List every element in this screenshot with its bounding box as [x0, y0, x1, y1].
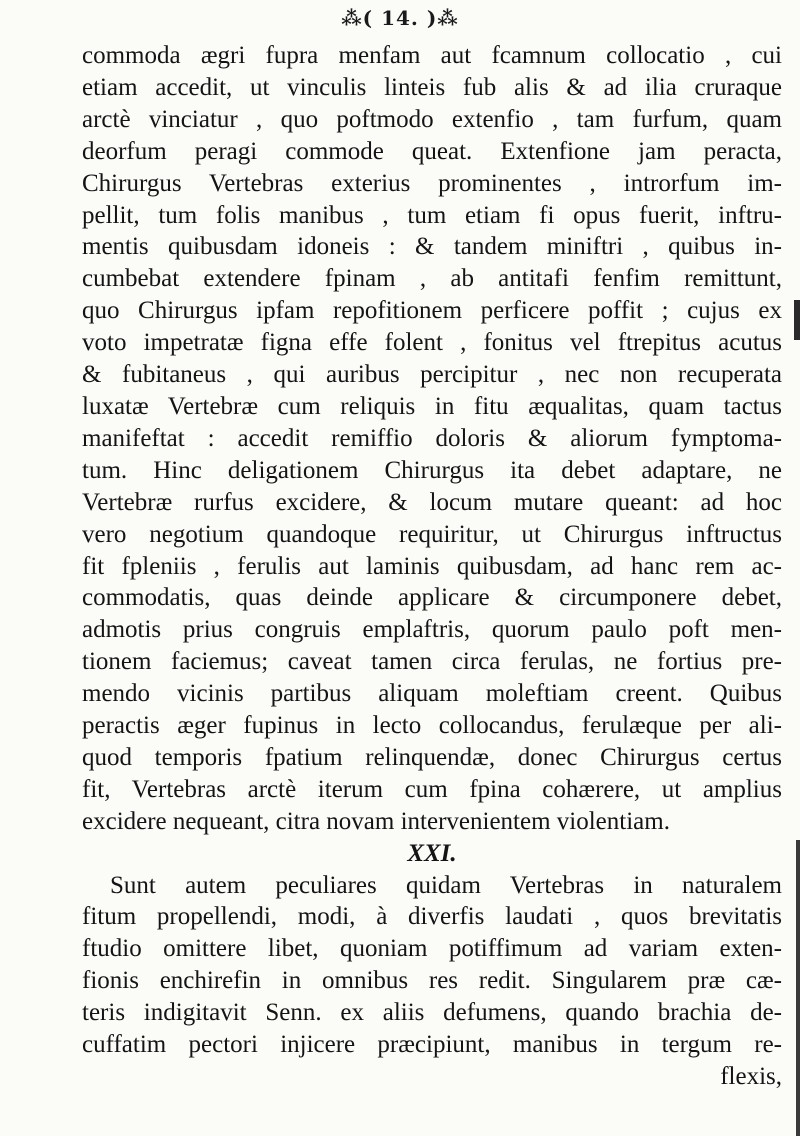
text-line: etiam accedit, ut vinculis linteis fub alis & ad ilia cruraque: [82, 73, 782, 101]
text-line: quo Chirurgus ipfam repofitionem perficere poffit ; cujus ex: [82, 297, 782, 325]
text-line: mentis quibusdam idoneis : & tandem miniftri , quibus in-: [82, 233, 782, 261]
text-line: tionem faciemus; caveat tamen circa ferulas, ne fortius pre-: [82, 648, 782, 676]
text-line: excidere nequeant, citra novam intervenientem violentiam.: [82, 807, 670, 835]
body-text: [82, 40, 782, 1093]
text-line: pellit, tum folis manibus , tum etiam fi opus fuerit, inftru-: [82, 201, 782, 229]
text-line: teris indigitavit Senn. ex aliis defumens, quando brachia de-: [82, 999, 782, 1027]
text-line: tum. Hinc deligationem Chirurgus ita debet adaptare, ne: [82, 456, 782, 484]
text-line: commoda ægri fupra menfam aut fcamnum collocatio , cui: [82, 42, 782, 69]
text-line: peractis æger fupinus in lecto collocandus, ferulæque per ali-: [82, 712, 782, 740]
text-line: fit fpleniis , ferulis aut laminis quibusdam, ad hanc rem ac-: [82, 552, 782, 580]
section-number: XXI.: [407, 839, 457, 867]
text-line: Vertebræ rurfus excidere, & locum mutare queant: ad hoc: [82, 488, 782, 516]
text-line: arctè vinciatur , quo poftmodo extenfio , tam furfum, quam: [82, 105, 782, 133]
text-line: luxatæ Vertebræ cum reliquis in fitu æqualitas, quam tactus: [82, 392, 782, 420]
text-line: Sunt autem peculiares quidam Vertebras in naturalem: [110, 871, 782, 899]
text-line: deorfum peragi commode queat. Extenfione jam peracta,: [82, 137, 782, 165]
text-line: & fubitaneus , qui auribus percipitur , nec non recuperata: [82, 361, 782, 389]
text-line: fitum propellendi, modi, à diverfis laudati , quos brevitatis: [82, 903, 782, 931]
text-line: Chirurgus Vertebras exterius prominentes , introrfum im-: [82, 169, 782, 197]
text-line: fionis enchirefin in omnibus res redit. Singularem præ cæ-: [82, 967, 782, 995]
text-line: commodatis, quas deinde applicare & circumponere debet,: [82, 584, 782, 612]
text-line: quod temporis fpatium relinquendæ, donec Chirurgus certus: [82, 743, 782, 771]
catchword: flexis,: [720, 1063, 782, 1090]
text-line: vero negotium quandoque requiritur, ut Chirurgus inftructus: [82, 520, 782, 548]
page-edge-shadow: [796, 840, 800, 1136]
text-line: admotis prius congruis emplaftris, quorum paulo poft men-: [82, 616, 782, 644]
page-edge-shadow: [794, 300, 800, 340]
text-line: fit, Vertebras arctè iterum cum fpina cohærere, ut amplius: [82, 775, 782, 803]
text-line: mendo vicinis partibus aliquam moleftiam creent. Quibus: [82, 680, 782, 708]
text-line: cumbebat extendere fpinam , ab antitafi fenfim remittunt,: [82, 265, 782, 293]
text-line: cuffatim pectori injicere præcipiunt, manibus in tergum re-: [82, 1031, 782, 1059]
text-line: ftudio omittere libet, quoniam potiffimum ad variam exten-: [82, 935, 782, 963]
page-header: ⁂( 14. )⁂: [341, 6, 459, 30]
text-line: voto impetratæ figna effe folent , fonitus vel ftrepitus acutus: [82, 329, 782, 357]
text-line: manifeftat : accedit remiffio doloris & aliorum fymptoma-: [82, 424, 782, 452]
